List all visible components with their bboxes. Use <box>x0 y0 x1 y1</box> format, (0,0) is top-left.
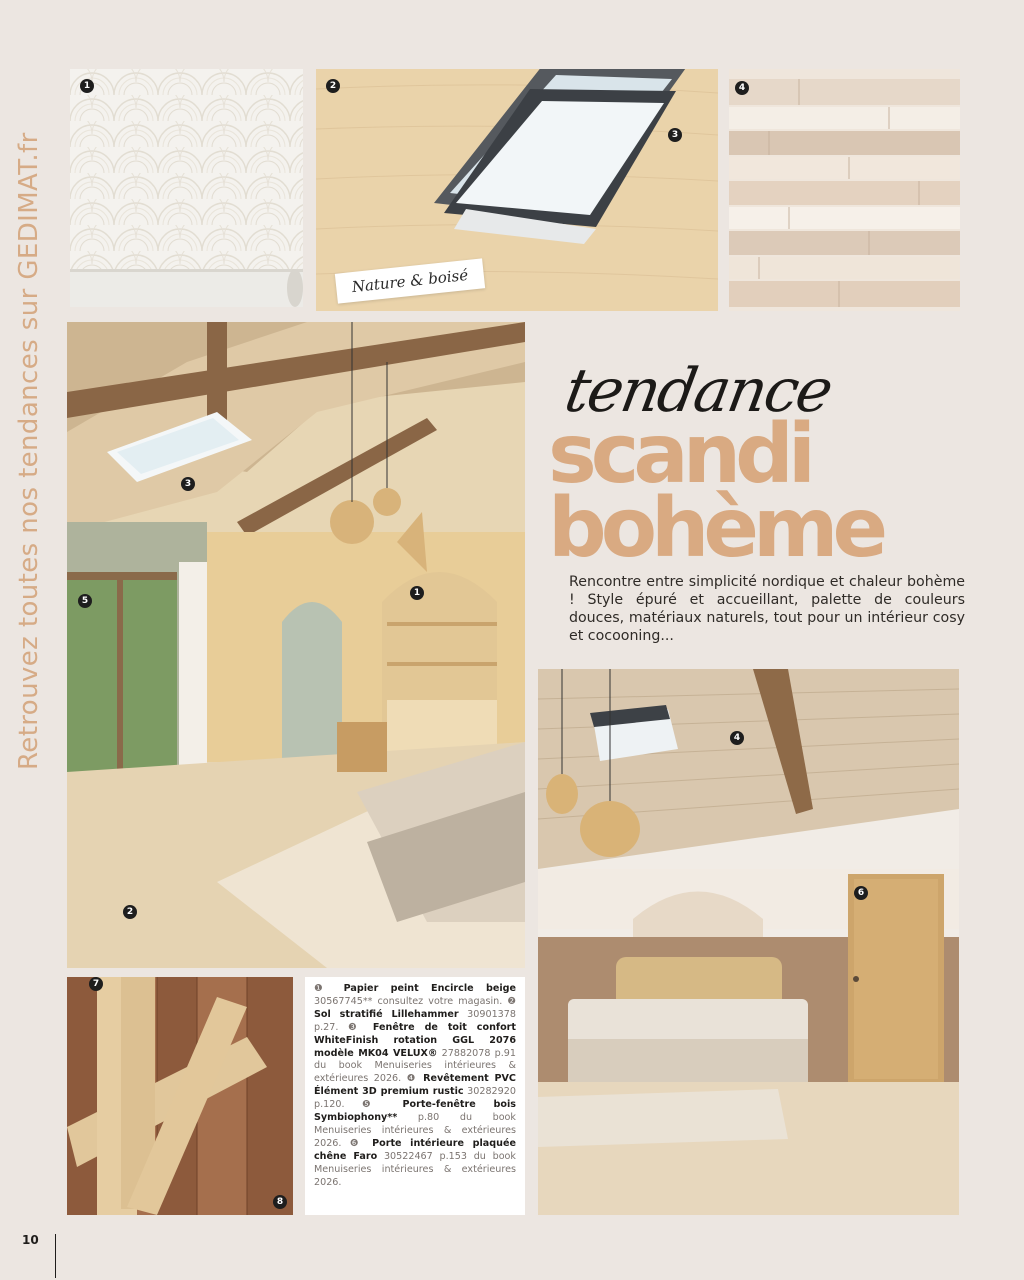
marker-2: 2 <box>123 905 137 919</box>
main-bedroom-photo <box>67 322 525 968</box>
nature-boise-label: Nature & boisé <box>335 258 485 303</box>
caption-item-6-ref: 30522467 p.153 du book Menuiseries intérieures & extérieures 2026. <box>314 1150 516 1188</box>
wood-planks-photo <box>67 977 293 1215</box>
caption-item-4-name: Revêtement PVC Élément 3D premium rustic <box>314 1073 516 1098</box>
title-boheme: bohème <box>548 481 883 576</box>
caption-item-2-ref: 30901378 p.27. <box>314 1008 516 1033</box>
intro-paragraph: Rencontre entre simplicité nordique et chaleur bohème ! Style épuré et accueillant, palette de couleurs douces, matériaux naturels, tout pour un intérieur cosy et cocooning... <box>569 574 965 644</box>
caption-number-2: ❷ <box>507 995 516 1007</box>
marker-4: 4 <box>730 731 744 745</box>
caption-item-2-name: Sol stratifié Lillehammer <box>314 1008 459 1020</box>
title-scandi: scandi <box>548 407 810 502</box>
caption-number-1: ❶ <box>314 983 332 994</box>
caption-item-3-name: Fenêtre de toit confort WhiteFinish rotation GGL 2076 modèle MK04 VELUX® <box>314 1021 516 1059</box>
caption-number-4: ❹ <box>406 1073 418 1085</box>
attic-bedroom-photo <box>538 669 959 1215</box>
page-number: 10 <box>22 1233 39 1247</box>
pvc-cladding-swatch-image <box>729 69 960 311</box>
marker-6: 6 <box>854 886 868 900</box>
caption-number-5: ❺ <box>361 1099 386 1111</box>
marker-2: 2 <box>326 79 340 93</box>
caption-item-1-name: Papier peint Encircle beige <box>343 983 516 994</box>
wallpaper-swatch-image <box>70 69 303 307</box>
caption-item-5-ref: p.80 du book Menuiseries intérieures & extérieures 2026. <box>314 1112 516 1149</box>
marker-7: 7 <box>89 977 103 991</box>
caption-item-6-name: Porte intérieure plaquée chêne Faro <box>314 1137 516 1162</box>
caption-item-1-ref: 30567745** consultez votre magasin. <box>314 995 503 1007</box>
marker-4: 4 <box>735 81 749 95</box>
marker-1: 1 <box>80 79 94 93</box>
caption-item-4-ref: 30282920 p.120. <box>314 1086 516 1111</box>
caption-number-3: ❸ <box>348 1021 364 1033</box>
caption-item-5-name: Porte-fenêtre bois Symbiophony** <box>314 1099 516 1124</box>
caption-item-3-ref: 27882078 p.91 du book Menuiseries intérieures & extérieures 2026. <box>314 1047 516 1085</box>
page-number-divider <box>55 1234 56 1278</box>
caption-number-6: ❻ <box>349 1137 364 1149</box>
marker-3: 3 <box>181 477 195 491</box>
marker-8: 8 <box>273 1195 287 1209</box>
marker-3: 3 <box>668 128 682 142</box>
marker-1: 1 <box>410 586 424 600</box>
title-script-tendance: tendance <box>559 356 837 426</box>
product-caption-box <box>305 977 525 1215</box>
sidebar-promo-text: Retrouvez toutes nos tendances sur GEDIMAT.fr <box>14 132 44 770</box>
marker-5: 5 <box>78 594 92 608</box>
